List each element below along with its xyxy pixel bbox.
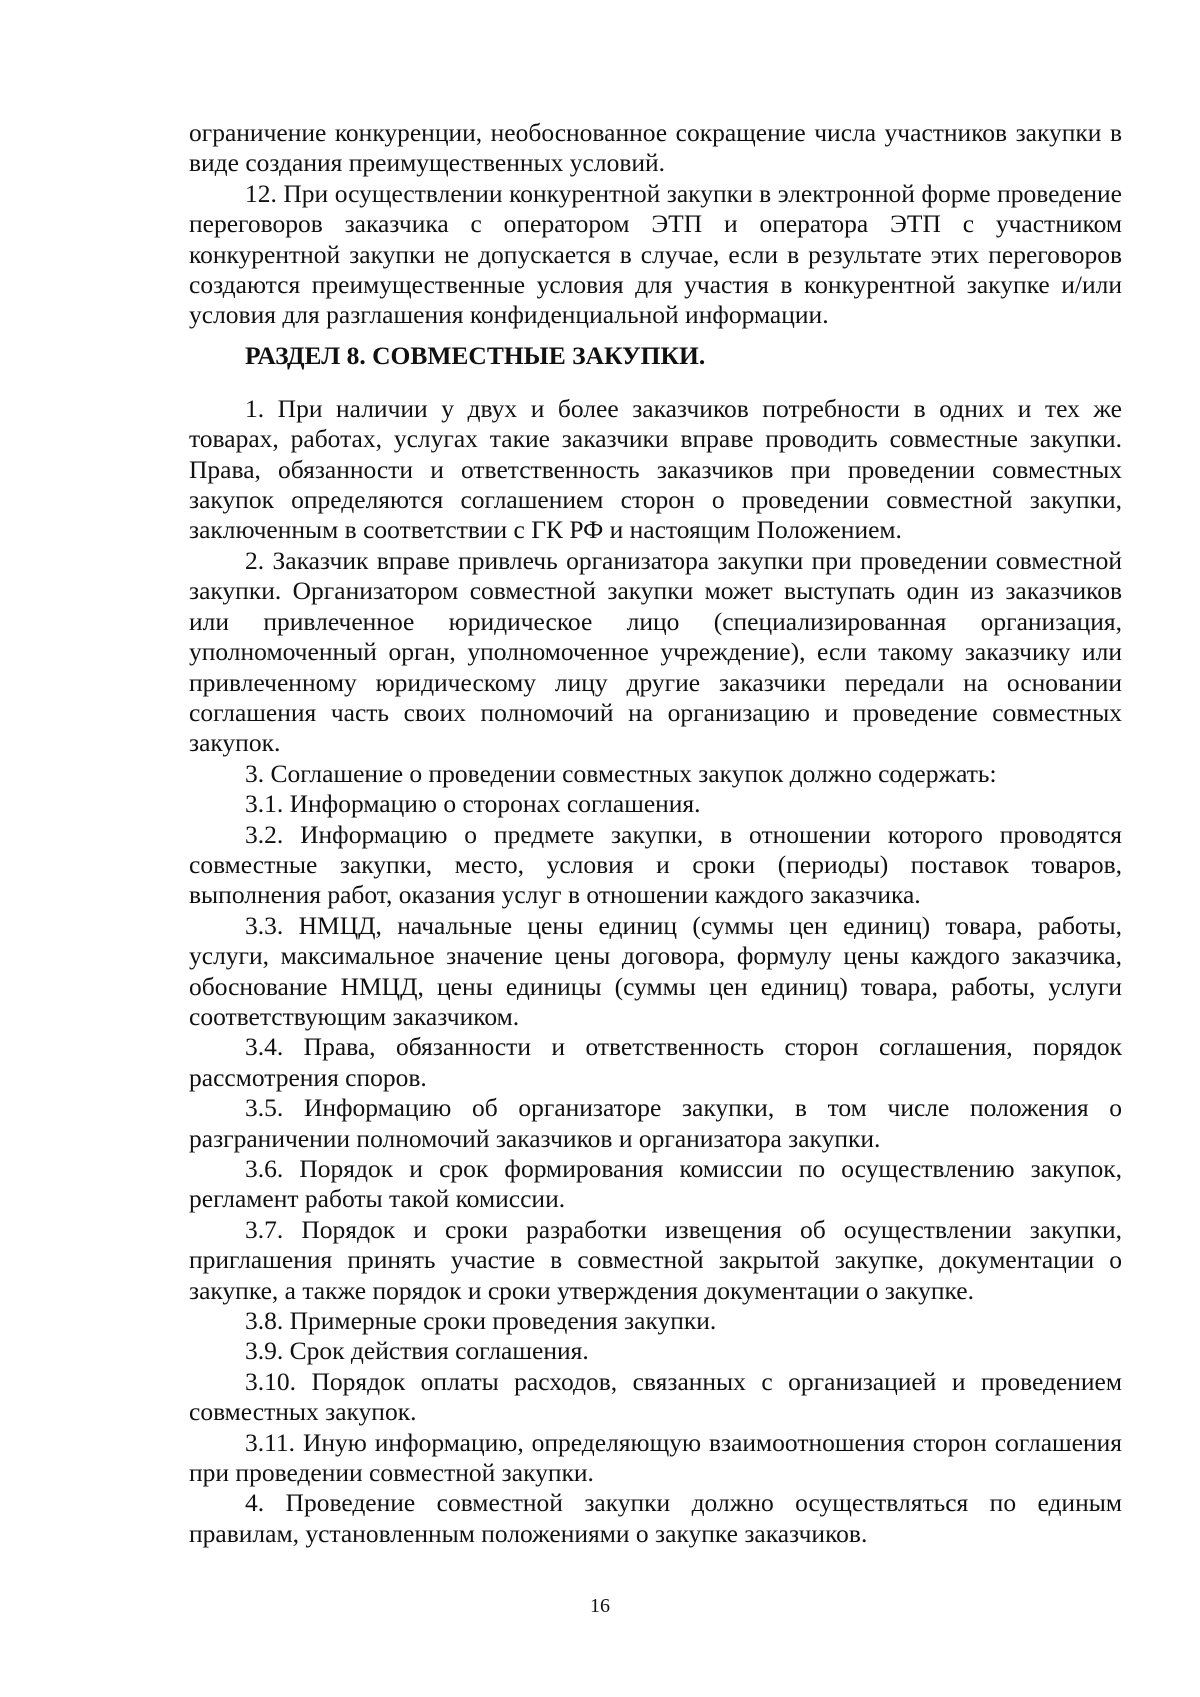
item-3-10: 3.10. Порядок оплаты расходов, связанных с организацией и проведением совместных закупок.: [189, 1366, 1122, 1427]
item-2: 2. Заказчик вправе привлечь организатора закупки при проведении совместной закупки. Организатором совместной закупки может выступать один из заказчиков или привлеченное юридическое лицо (специализированная организация, уполномоченный орган, уполномоченное учреждение), если такому заказчику или привлеченному юридическому лицу другие заказчики передали на основании соглашения часть своих полномочий на организацию и проведение совместных закупок.: [189, 545, 1122, 758]
item-3-1: 3.1. Информацию о сторонах соглашения.: [245, 789, 701, 819]
item-4: 4. Проведение совместной закупки должно осуществляться по единым правилам, установленным положениями о закупке заказчиков.: [189, 1488, 1122, 1548]
item-3-9: 3.9. Срок действия соглашения.: [245, 1336, 589, 1366]
item-1: 1. При наличии у двух и более заказчиков потребности в одних и тех же товарах, работах, услугах такие заказчики вправе проводить совместные закупки. Права, обязанности и ответственность заказчиков при проведении совместных закупок определяются соглашением сторон о проведении совместной закупки, заключенным в соответствии с ГК РФ и настоящим Положением.: [189, 393, 1122, 545]
item-3-4: 3.4. Права, обязанности и ответственность сторон соглашения, порядок рассмотрения споров.: [189, 1032, 1122, 1092]
item-3-7: 3.7. Порядок и сроки разработки извещения об осуществлении закупки, приглашения принять участие в совместной закрытой закупке, документации о закупке, а также порядок и сроки утверждения документации о закупке.: [189, 1214, 1122, 1305]
item-3-11: 3.11. Иную информацию, определяющую взаимоотношения сторон соглашения при проведении совместной закупки.: [189, 1427, 1122, 1488]
document-body: [189, 118, 1122, 1549]
item-3-3: 3.3. НМЦД, начальные цены единиц (суммы цен единиц) товара, работы, услуги, максимальное значение цены договора, формулу цены каждого заказчика, обоснование НМЦД, цены единицы (суммы цен единиц) товара, работы, услуги соответствующим заказчиком.: [189, 910, 1122, 1031]
item-3-8: 3.8. Примерные сроки проведения закупки.: [245, 1306, 717, 1336]
section-heading: РАЗДЕЛ 8. СОВМЕСТНЫЕ ЗАКУПКИ.: [245, 340, 706, 370]
item-3-5: 3.5. Информацию об организаторе закупки, в том числе положения о разграничении полномочий заказчиков и организатора закупки.: [189, 1093, 1122, 1153]
continuation-paragraph: ограничение конкуренции, необоснованное сокращение числа участников закупки в виде создания преимущественных условий.: [189, 118, 1122, 178]
item-3-6: 3.6. Порядок и срок формирования комиссии по осуществлению закупок, регламент работы такой комиссии.: [189, 1154, 1122, 1214]
item-3-2: 3.2. Информацию о предмете закупки, в отношении которого проводятся совместные закупки, место, условия и сроки (периоды) поставок товаров, выполнения работ, оказания услуг в отношении каждого заказчика.: [189, 819, 1122, 910]
item-3: 3. Соглашение о проведении совместных закупок должно содержать:: [245, 758, 997, 788]
page-number: 16: [590, 1595, 610, 1617]
paragraph-12: 12. При осуществлении конкурентной закупки в электронной форме проведение переговоров заказчика с оператором ЭТП и оператора ЭТП с участником конкурентной закупки не допускается в случае, если в результате этих переговоров создаются преимущественные условия для участия в конкурентной закупке и/или условия для разглашения конфиденциальной информации.: [189, 178, 1122, 330]
